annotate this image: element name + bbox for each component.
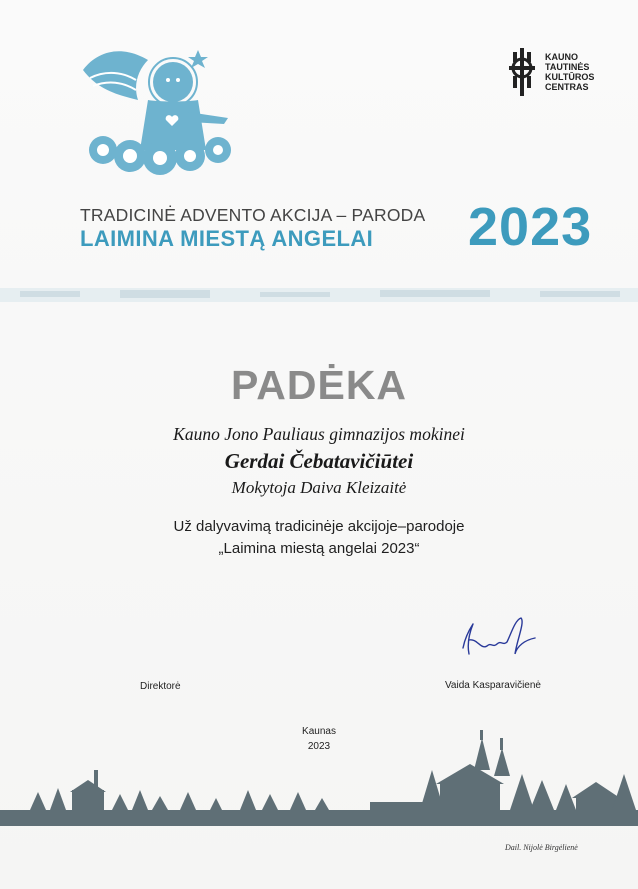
event-title: LAIMINA MIESTĄ ANGELAI bbox=[80, 226, 374, 251]
recipient-name: Gerdai Čebatavičiūtei bbox=[224, 449, 414, 473]
logo-line: CENTRAS bbox=[545, 82, 589, 92]
signatory-role: Direktorė bbox=[140, 681, 181, 692]
artist-credit: Dail. Nijolė Birgėlienė bbox=[505, 843, 578, 852]
event-year: 2023 bbox=[468, 197, 593, 257]
teacher-name: Mokytoja Daiva Kleizaitė bbox=[231, 478, 407, 497]
logo-text bbox=[545, 52, 594, 92]
logo-line: TAUTINĖS bbox=[545, 62, 590, 72]
footer-year: 2023 bbox=[307, 741, 331, 752]
city-label: Kaunas bbox=[302, 726, 336, 737]
snow-band-decoration bbox=[0, 282, 638, 308]
reason-line-1: Už dalyvavimą tradicinėje akcijoje–parodoje bbox=[173, 518, 465, 535]
logo-line: KAUNO bbox=[545, 52, 578, 62]
recipient-intro: Kauno Jono Pauliaus gimnazijos mokinei bbox=[173, 424, 465, 444]
handwritten-signature bbox=[455, 610, 545, 670]
logo-line: KULTŪROS bbox=[545, 72, 595, 82]
event-subtitle: TRADICINĖ ADVENTO AKCIJA – PARODA bbox=[80, 205, 426, 225]
signatory-name: Vaida Kasparavičienė bbox=[445, 680, 541, 691]
reason-line-2: „Laimina miestą angelai 2023“ bbox=[218, 540, 420, 557]
angel-papercut-icon bbox=[78, 40, 248, 190]
certificate-heading: PADĖKA bbox=[230, 362, 408, 408]
